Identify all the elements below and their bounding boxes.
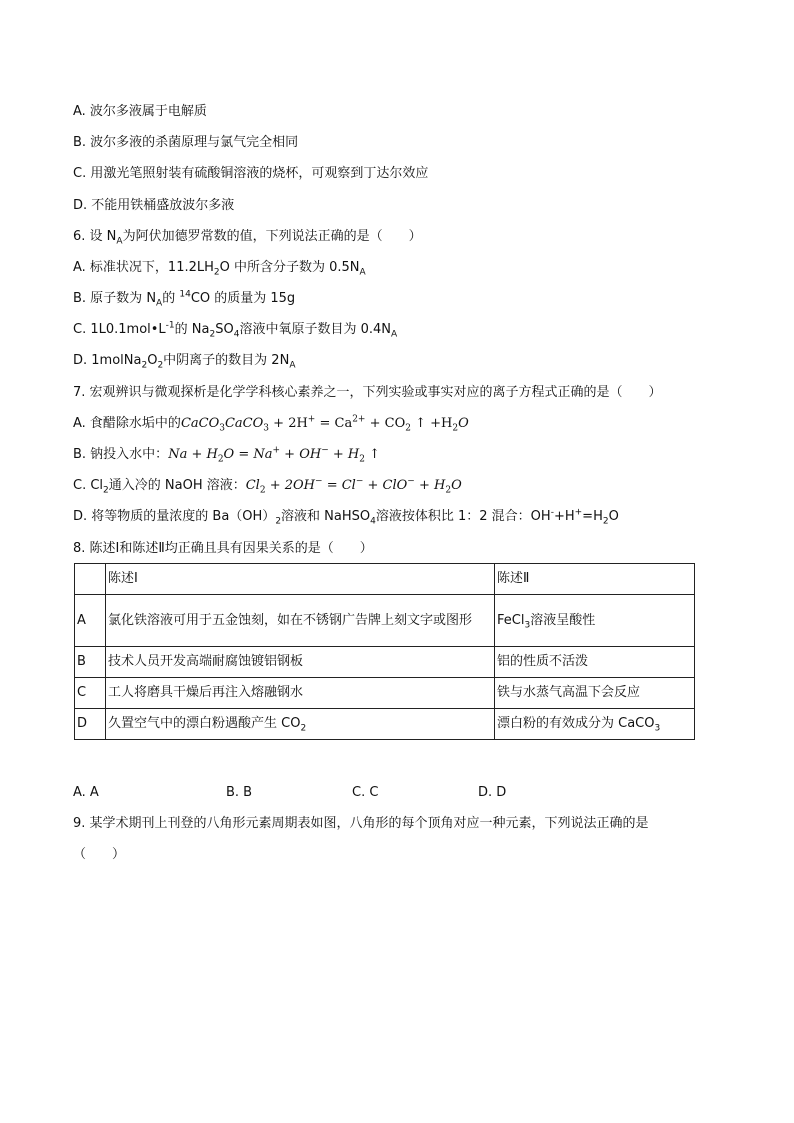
- table-cell-statement2: 铝的性质不活泼: [495, 647, 695, 678]
- q7d-post: 溶液按体积比 1：2 混合：OH: [375, 509, 551, 524]
- q6c-mid: 的 Na: [174, 322, 210, 337]
- table-cell-key: D: [75, 709, 106, 740]
- table-cell-key: C: [75, 678, 106, 709]
- q5-option-d: D. 不能用铁桶盛放波尔多液: [73, 198, 235, 213]
- q7c-equation: $Cl_2 + 2OH^- = Cl^- + ClO^- + H_2O$: [245, 476, 462, 496]
- q7d-sup2: +: [574, 507, 583, 518]
- q8-table: [74, 563, 695, 740]
- q7-option-d: [73, 508, 619, 526]
- table-cell-statement1: 久置空气中的漂白粉遇酸产生 $CO_2$: [106, 709, 495, 740]
- q6d-mid: O: [147, 353, 158, 368]
- table-cell-statement1: 氯化铁溶液可用于五金蚀刻，如在不锈钢广告牌上刻文字或图形: [106, 595, 495, 647]
- table-cell-statement1: 技术人员开发高端耐腐蚀镀铝钢板: [106, 647, 495, 678]
- q7-option-c: [73, 477, 462, 495]
- q6b-pre: B. 原子数为 N: [73, 291, 157, 306]
- table-cell-statement2: FeCl$_3$溶液呈酸性: [495, 595, 695, 647]
- q6c-mid2: SO: [215, 322, 234, 337]
- table-cell-statement2: 漂白粉的有效成分为 CaCO$_3$: [495, 709, 695, 740]
- q6b-sub1: A: [156, 298, 163, 309]
- q6a-pre: A. 标准状况下，11.2LH: [73, 260, 214, 275]
- q7b-equation: $Na + H_2O = Na^+ + OH^- + H_2$ ↑: [168, 445, 381, 465]
- q7c-label-post: 通入冷的 NaOH 溶液：: [108, 478, 246, 493]
- table-row: [75, 647, 695, 678]
- q9-stem-line1: 9. 某学术期刊上刊登的八角形元素周期表如图，八角形的每个顶角对应一种元素，下列说法正确的是: [73, 816, 649, 831]
- table-cell-statement1: 工人将磨具干燥后再注入熔融钢水: [106, 678, 495, 709]
- q6-stem-pre: 6. 设 N: [73, 229, 117, 244]
- q6-option-a: [73, 259, 366, 277]
- q8-option-a: A. A: [73, 785, 99, 800]
- q6c-pre: C. 1L0.1mol•L: [73, 322, 166, 337]
- q5-option-b: B. 波尔多液的杀菌原理与氯气完全相同: [73, 135, 299, 150]
- q6-option-d: [73, 352, 295, 370]
- q8-option-c: C. C: [352, 785, 379, 800]
- q6-option-c: [73, 321, 397, 339]
- table-header-cell: 陈述Ⅱ: [495, 564, 695, 595]
- q9-stem-line2: （ ）: [73, 847, 126, 862]
- table-row: [75, 678, 695, 709]
- q6-stem: [73, 228, 422, 246]
- q8-stem: 8. 陈述Ⅰ和陈述Ⅱ均正确且具有因果关系的是（ ）: [73, 541, 373, 556]
- q7-option-b: [73, 446, 380, 464]
- q7c-label-sub: 2: [103, 485, 109, 496]
- table-cell-statement2: 铁与水蒸气高温下会反应: [495, 678, 695, 709]
- q6-option-b: [73, 290, 295, 308]
- table-row: [75, 595, 695, 647]
- q7d-sup1: -: [550, 507, 554, 518]
- q7d-post2: +H: [553, 509, 575, 524]
- q7d-post4: O: [608, 509, 619, 524]
- q6c-mid3: 溶液中氧原子数目为 0.4N: [239, 322, 391, 337]
- table-row: [75, 709, 695, 740]
- table-header-cell: [75, 564, 106, 595]
- table-header-row: [75, 564, 695, 595]
- q6a-sub2: A: [359, 267, 366, 278]
- q7b-label: B. 钠投入水中：: [73, 447, 169, 462]
- table-header-cell: 陈述Ⅰ: [106, 564, 495, 595]
- q7-stem: 7. 宏观辨识与微观探析是化学学科核心素养之一，下列实验或事实对应的离子方程式正确的是（ ）: [73, 385, 662, 400]
- q6b-post: CO 的质量为 15g: [190, 291, 296, 306]
- q7a-label: A. 食醋除水垢中的: [73, 416, 181, 431]
- q6c-sub1: 2: [209, 329, 216, 340]
- q8-option-d: D. D: [478, 785, 507, 800]
- q6c-sub3: A: [390, 329, 398, 340]
- q8-option-b: B. B: [226, 785, 253, 800]
- table-cell-key: A: [75, 595, 106, 647]
- q6d-sub2: 2: [157, 360, 164, 371]
- q5-option-c: C. 用激光笔照射装有硫酸铜溶液的烧杯，可观察到丁达尔效应: [73, 166, 429, 181]
- q6-stem-sub: A: [116, 236, 123, 247]
- q7d-sub3: 2: [602, 516, 609, 527]
- q7a-equation: CaCO$_3$CaCO$_3$ + $2H^+ = Ca^{2+} + CO_2$ ↑ $+H_2O$: [180, 414, 469, 434]
- q7-option-a: [73, 415, 469, 433]
- q6a-sub1: 2: [213, 267, 220, 278]
- q7d-sub1: 2: [275, 516, 282, 527]
- q6b-mid: 的: [162, 291, 180, 306]
- q6c-sup: -1: [165, 320, 175, 331]
- q6a-mid: O 中所含分子数为 0.5N: [219, 260, 360, 275]
- q6d-mid2: 中阴离子的数目为 2N: [163, 353, 290, 368]
- q7c-label-pre: C. Cl: [73, 478, 104, 493]
- q7d-post3: =H: [582, 509, 603, 524]
- q7d-pre: D. 将等物质的量浓度的 Ba（OH）: [73, 509, 276, 524]
- q7d-sub2: 4: [370, 516, 376, 527]
- q6-stem-post: 为阿伏加德罗常数的值，下列说法正确的是（ ）: [122, 229, 422, 244]
- q5-option-a: A. 波尔多液属于电解质: [73, 104, 207, 119]
- q6b-sup: 14: [179, 289, 191, 300]
- q6d-sub1: 2: [141, 360, 148, 371]
- q6c-sub2: 4: [233, 329, 240, 340]
- q6d-sub3: A: [289, 360, 296, 371]
- q7d-mid: 溶液和 NaHSO: [281, 509, 371, 524]
- q6d-pre: D. 1molNa: [73, 353, 142, 368]
- table-cell-key: B: [75, 647, 106, 678]
